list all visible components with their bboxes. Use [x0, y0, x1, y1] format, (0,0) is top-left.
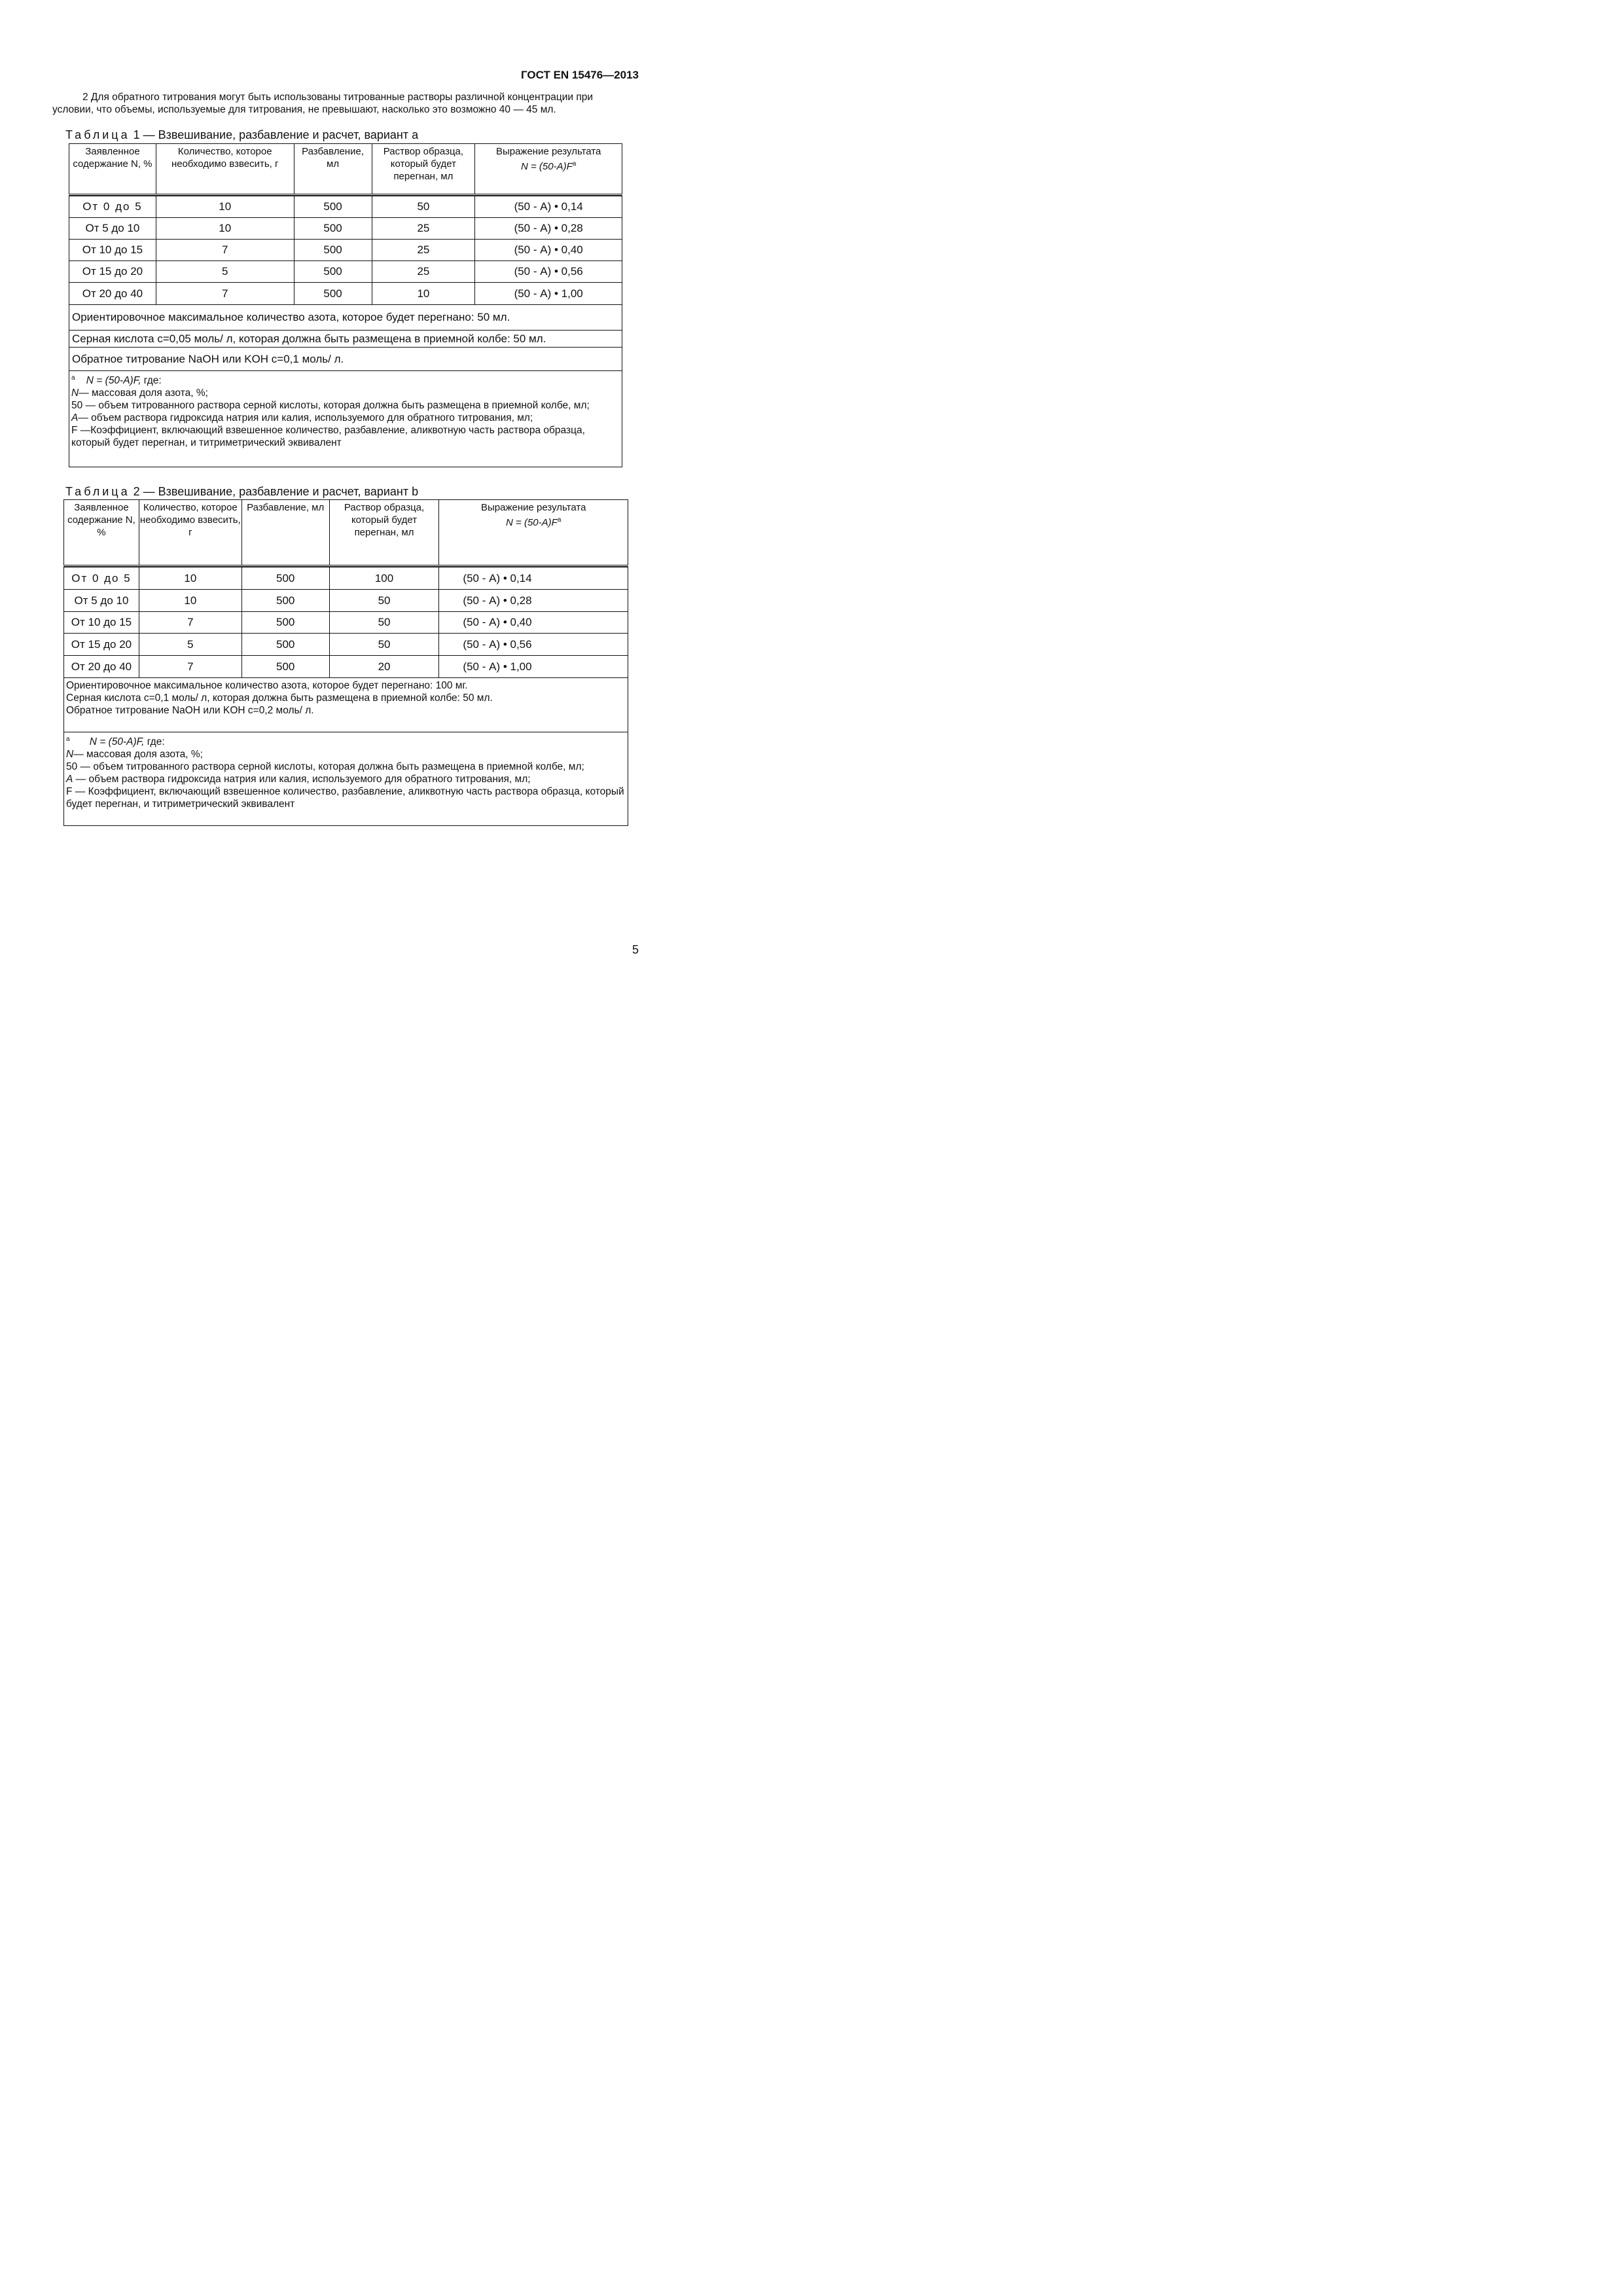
footnote-line: F — Коэффициент, включающий взвешенное количество, разбавление, аликвотную часть раствора образца, который будет перегнан, и титриметрический эквивалент	[66, 786, 624, 810]
table-cell: От 20 до 40	[69, 283, 156, 305]
table-cell: 10	[139, 590, 241, 612]
footnote-line: 50 — объем титрованного раствора серной кислоты, которая должна быть размещена в приемной колбе, мл;	[66, 761, 584, 773]
table-cell: 50	[329, 612, 439, 634]
footnote-line: F —Коэффициент, включающий взвешенное количество, разбавление, аликвотную часть раствора образца, который будет перегнан, и титриметрический эквивалент	[71, 425, 585, 449]
table-1-result-header-label: Выражение результата	[495, 146, 601, 157]
table-cell: 25	[372, 261, 475, 283]
table-cell: 50	[372, 196, 475, 218]
table-cell: 500	[241, 567, 329, 590]
table-cell: От 15 до 20	[64, 634, 139, 656]
table-1-header-cell: Количество, которое необходимо взвесить, г	[156, 144, 294, 195]
table-row	[69, 261, 622, 283]
table-cell: 25	[372, 240, 475, 261]
table-cell: (50 - А) • 0,14	[475, 196, 622, 218]
table-cell: (50 - А) • 0,14	[439, 567, 628, 590]
footnote-symbol: A	[66, 774, 73, 785]
footnote-line: — массовая доля азота, %;	[79, 387, 208, 399]
table-cell: 500	[294, 196, 372, 218]
table-2-caption	[65, 485, 418, 499]
table-2-header-cell: Количество, которое необходимо взвесить, г	[139, 500, 241, 566]
footnote-line: 50 — объем титрованного раствора серной кислоты, которая должна быть размещена в приемной колбе, мл;	[71, 400, 590, 412]
table-cell: (50 - А) • 0,40	[475, 240, 622, 261]
table-cell: (50 - А) • 0,28	[475, 218, 622, 240]
table-cell: 7	[139, 656, 241, 678]
footnote-formula: N = (50-A)F,	[89, 736, 145, 748]
table-cell: (50 - А) • 0,56	[439, 634, 628, 656]
table-cell: 500	[294, 261, 372, 283]
table-cell: 100	[329, 567, 439, 590]
footnote-line: — объем раствора гидроксида натрия или калия, используемого для обратного титрования, мл;	[78, 412, 533, 424]
table-1-header-cell: Раствор образца, который будет перегнан, мл	[372, 144, 475, 195]
intro-note-line-2: условии, что объемы, используемые для титрования, не превышают, насколько это возможно 40 — 45 мл.	[52, 104, 556, 115]
table-2-footnote-row	[64, 732, 628, 826]
table-1-note-row	[69, 331, 622, 348]
footnote-line: — объем раствора гидроксида натрия или калия, используемого для обратного титрования, мл;	[73, 774, 531, 785]
table-row	[64, 656, 628, 678]
table-1-header-cell	[475, 144, 622, 195]
table-2-header-cell: Разбавление, мл	[241, 500, 329, 566]
table-2	[63, 499, 628, 826]
table-cell: От 5 до 10	[64, 590, 139, 612]
table-cell: 500	[294, 218, 372, 240]
table-2-result-header-label: Выражение результата	[481, 502, 586, 513]
table-cell: От 0 до 5	[69, 196, 156, 218]
table-2-caption-text: 2 — Взвешивание, разбавление и расчет, вариант b	[130, 485, 419, 498]
table-row	[64, 634, 628, 656]
table-cell: 10	[139, 567, 241, 590]
table-1-caption	[65, 128, 418, 142]
footnote-mark: a	[66, 736, 70, 743]
table-1-footnote-marker: a	[572, 160, 577, 168]
table-cell: 50	[329, 590, 439, 612]
table-cell: (50 - А) • 0,28	[439, 590, 628, 612]
table-1-footnote	[69, 371, 622, 467]
table-cell: 500	[241, 590, 329, 612]
table-cell: От 5 до 10	[69, 218, 156, 240]
table-row	[69, 218, 622, 240]
table-2-notes	[64, 678, 628, 732]
table-2-note-nitrogen: Ориентировочное максимальное количество азота, которое будет перегнано: 100 мг.	[66, 680, 468, 691]
footnote-where: где:	[144, 736, 165, 748]
table-2-header-cell	[439, 500, 628, 566]
table-row	[69, 283, 622, 305]
table-cell: 20	[329, 656, 439, 678]
footnote-mark: a	[71, 374, 75, 382]
table-1-note-acid: Серная кислота c=0,05 моль/ л, которая должна быть размещена в приемной колбе: 50 мл.	[69, 331, 622, 348]
intro-note	[52, 91, 641, 116]
table-2-footnote-marker: a	[557, 516, 562, 524]
table-row	[64, 567, 628, 590]
table-1-note-backtitration: Обратное титрование NaOH или KOH c=0,1 моль/ л.	[69, 348, 622, 371]
table-cell: От 10 до 15	[69, 240, 156, 261]
table-cell: 500	[241, 634, 329, 656]
table-2-caption-word: Таблица	[65, 485, 130, 498]
footnote-symbol: N	[71, 387, 79, 399]
table-1-note-row	[69, 305, 622, 331]
page-number: 5	[632, 943, 639, 956]
table-cell: 25	[372, 218, 475, 240]
table-2-notes-row	[64, 678, 628, 732]
table-cell: 5	[156, 261, 294, 283]
table-cell: 7	[139, 612, 241, 634]
table-cell: 10	[372, 283, 475, 305]
table-2-result-formula: N = (50-A)F	[506, 517, 558, 528]
table-cell: 10	[156, 196, 294, 218]
table-1-footnote-row	[69, 371, 622, 467]
table-2-note-acid: Серная кислота c=0,1 моль/ л, которая должна быть размещена в приемной колбе: 50 мл.	[66, 692, 493, 704]
table-cell: (50 - А) • 0,56	[475, 261, 622, 283]
table-cell: От 10 до 15	[64, 612, 139, 634]
table-cell: 500	[241, 656, 329, 678]
table-cell: 50	[329, 634, 439, 656]
table-cell: От 20 до 40	[64, 656, 139, 678]
footnote-symbol: A	[71, 412, 79, 424]
table-1-header-cell: Заявленное содержание N, %	[69, 144, 156, 195]
table-cell: (50 - А) • 0,40	[439, 612, 628, 634]
table-2-header-cell: Раствор образца, который будет перегнан, мл	[329, 500, 439, 566]
table-row	[64, 590, 628, 612]
table-1-header-cell: Разбавление, мл	[294, 144, 372, 195]
table-cell: 5	[139, 634, 241, 656]
table-1	[69, 143, 622, 467]
table-row	[69, 196, 622, 218]
table-1-result-formula: N = (50-A)F	[520, 161, 573, 172]
table-cell: 500	[294, 240, 372, 261]
table-cell: 500	[294, 283, 372, 305]
table-1-caption-text: 1 — Взвешивание, разбавление и расчет, вариант а	[130, 128, 419, 141]
table-1-note-nitrogen: Ориентировочное максимальное количество азота, которое будет перегнано: 50 мл.	[69, 305, 622, 331]
table-cell: От 15 до 20	[69, 261, 156, 283]
footnote-line: — массовая доля азота, %;	[73, 749, 203, 761]
table-cell: 10	[156, 218, 294, 240]
table-row	[64, 612, 628, 634]
table-cell: 7	[156, 283, 294, 305]
table-row	[69, 240, 622, 261]
table-cell: (50 - А) • 1,00	[475, 283, 622, 305]
table-2-footnote	[64, 732, 628, 826]
footnote-where: где:	[141, 375, 162, 387]
document-code: ГОСТ EN 15476—2013	[520, 69, 639, 81]
footnote-formula: N = (50-A)F,	[86, 375, 141, 387]
table-2-header-row	[64, 500, 628, 566]
table-cell: 7	[156, 240, 294, 261]
table-cell: От 0 до 5	[64, 567, 139, 590]
table-cell: 500	[241, 612, 329, 634]
table-cell: (50 - А) • 1,00	[439, 656, 628, 678]
table-1-note-row	[69, 348, 622, 371]
table-1-header-row	[69, 144, 622, 195]
table-2-header-cell: Заявленное содержание N, %	[64, 500, 139, 566]
footnote-symbol: N	[66, 749, 74, 761]
table-2-note-backtitration: Обратное титрование NaOH или KOH c=0,2 моль/ л.	[66, 705, 314, 716]
table-1-caption-word: Таблица	[65, 128, 130, 141]
intro-note-line-1: 2 Для обратного титрования могут быть использованы титрованные растворы различной концентрации при	[82, 92, 594, 103]
